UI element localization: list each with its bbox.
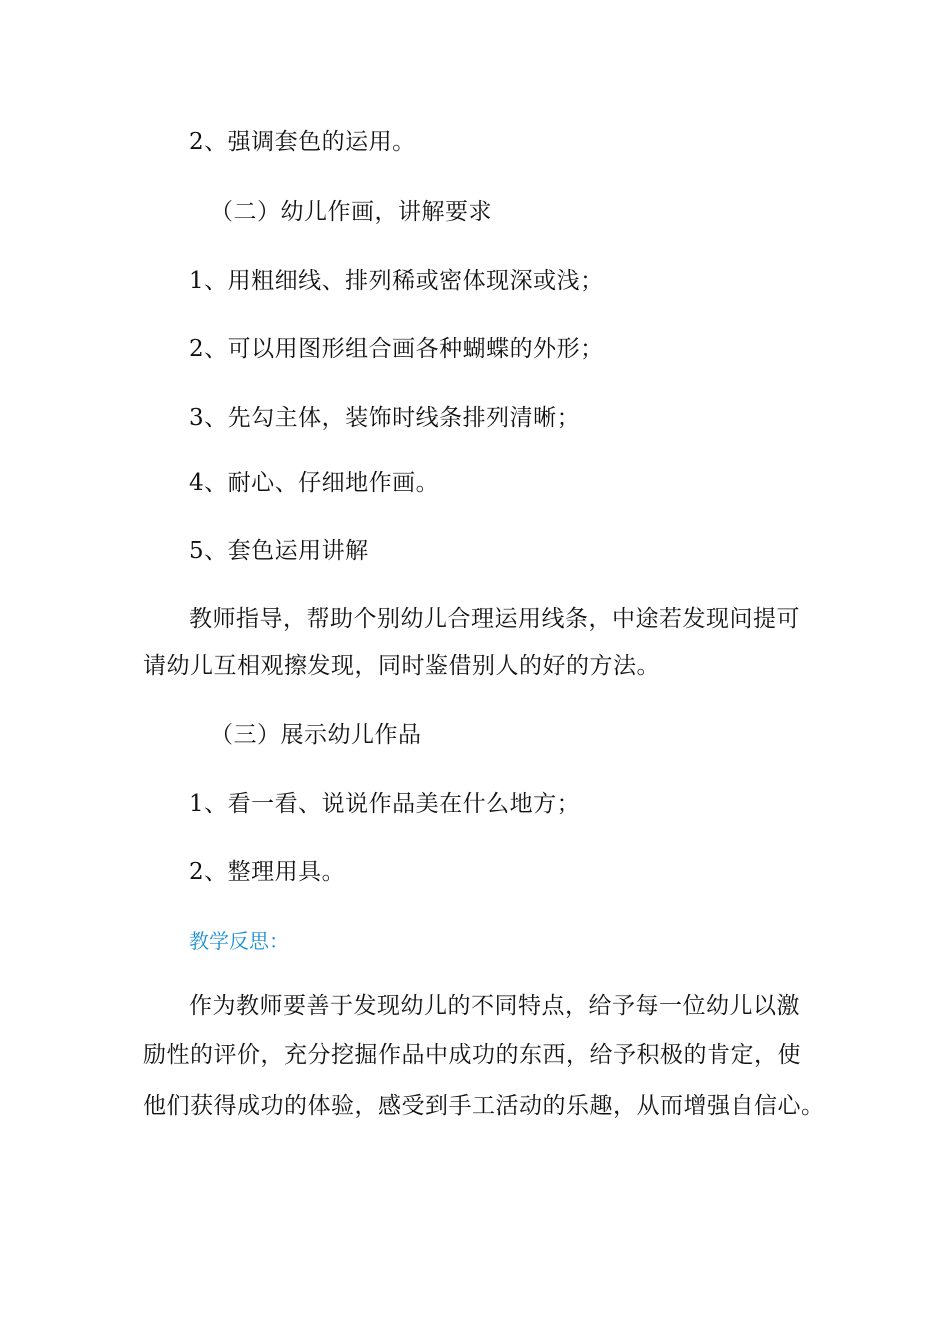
list-item: 3、先勾主体，装饰时线条排列清晰； <box>189 405 581 431</box>
list-item: 2、可以用图形组合画各种蝴蝶的外形； <box>189 336 604 362</box>
paragraph-step-2-color-use: 2、强调套色的运用。 <box>189 129 416 155</box>
paragraph-line: 请幼儿互相观擦发现，同时鉴借别人的好的方法。 <box>143 653 660 679</box>
list-item: 4、耐心、仔细地作画。 <box>189 470 440 496</box>
list-item: 2、整理用具。 <box>189 859 346 885</box>
reflection-paragraph-line: 励性的评价，充分挖掘作品中成功的东西，给予积极的肯定，使 <box>143 1042 801 1068</box>
list-item: 1、看一看、说说作品美在什么地方； <box>189 791 581 817</box>
section-heading-2: （二）幼儿作画，讲解要求 <box>210 199 492 225</box>
reflection-heading: 教学反思： <box>189 929 289 953</box>
reflection-paragraph-line: 他们获得成功的体验，感受到手工活动的乐趣，从而增强自信心。 <box>143 1093 825 1119</box>
section-heading-3: （三）展示幼儿作品 <box>210 722 422 748</box>
reflection-paragraph-line: 作为教师要善于发现幼儿的不同特点，给予每一位幼儿以激 <box>189 993 800 1019</box>
list-item: 5、套色运用讲解 <box>189 538 369 564</box>
paragraph-line: 教师指导，帮助个别幼儿合理运用线条，中途若发现问提可 <box>189 606 800 632</box>
list-item: 1、用粗细线、排列稀或密体现深或浅； <box>189 268 604 294</box>
